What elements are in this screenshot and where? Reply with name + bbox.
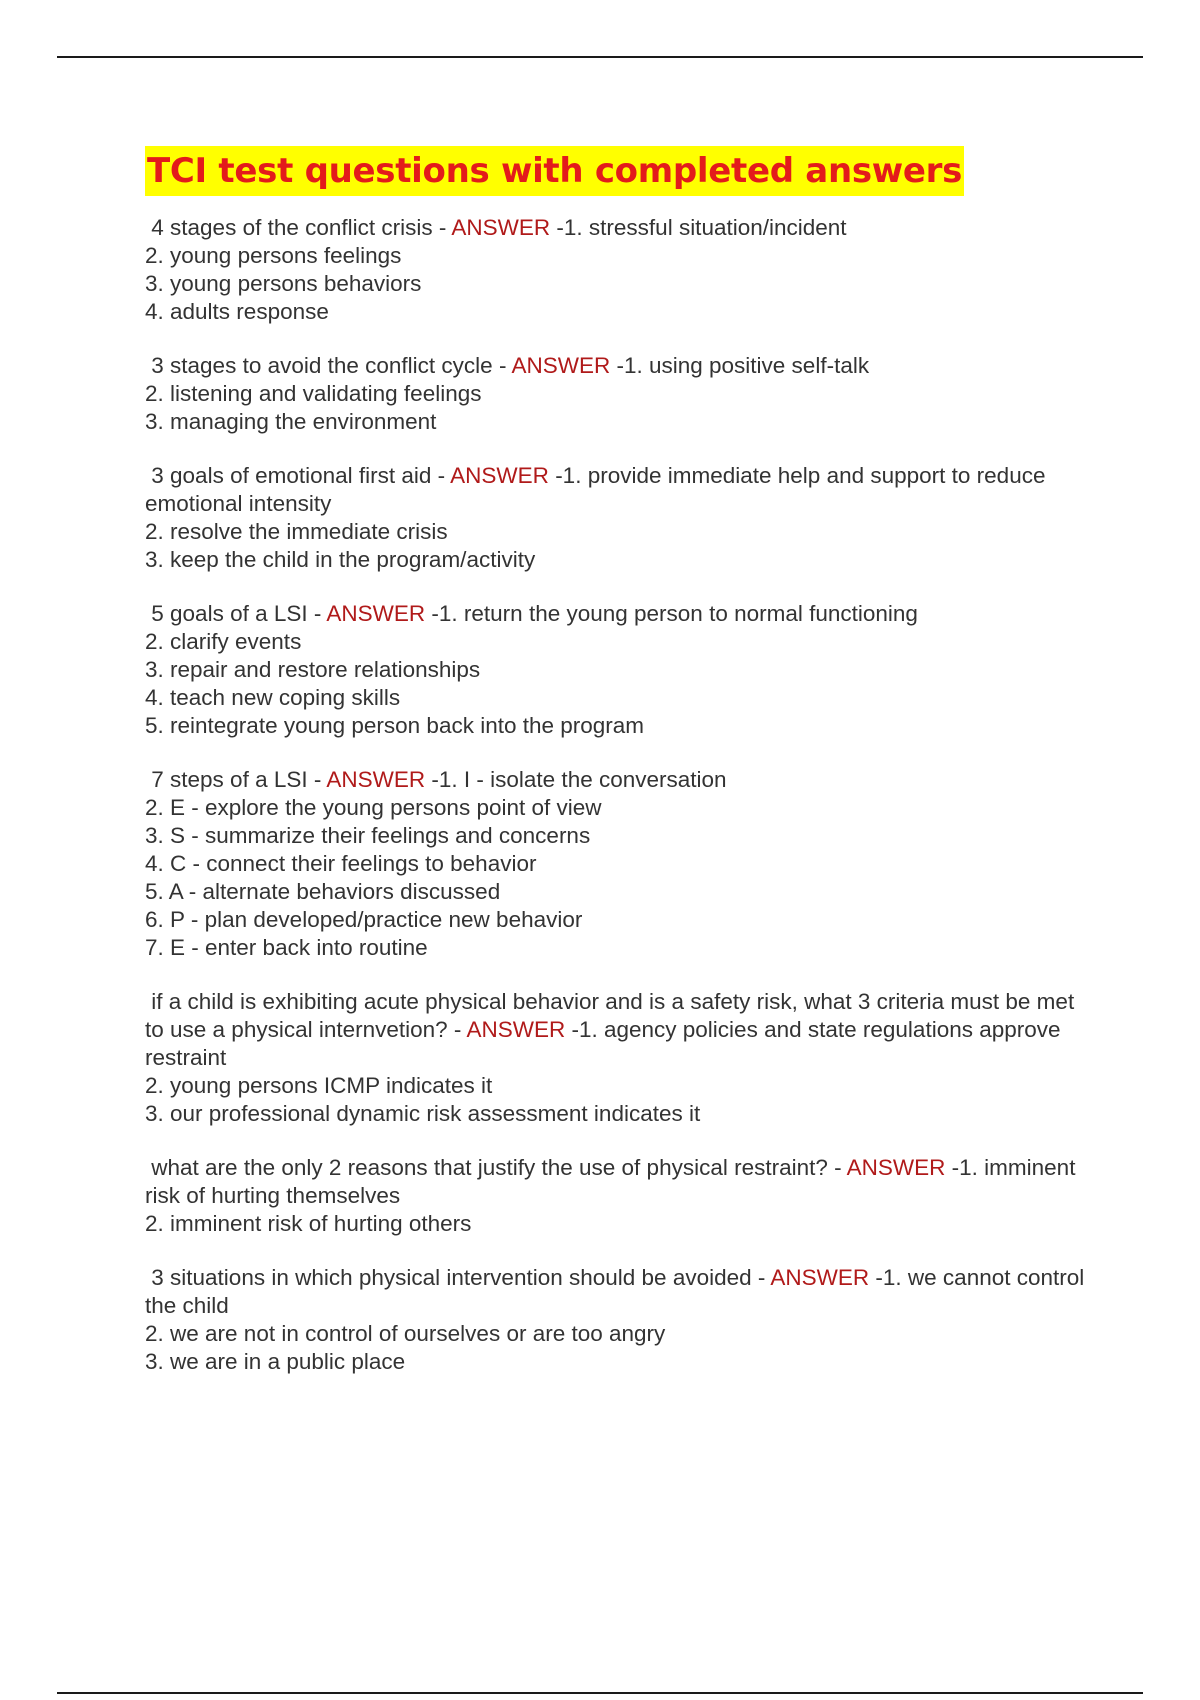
question-text: 5 goals of a LSI -: [145, 601, 327, 626]
answer-line: 3. our professional dynamic risk assessment indicates it: [145, 1101, 701, 1126]
question-text: if a child is exhibiting acute physical behavior and is a safety risk, what 3 criteria must be met to use a physical internvetion? -: [145, 989, 1081, 1042]
answer-line: 2. E - explore the young persons point of view: [145, 795, 602, 820]
answer-line: 6. P - plan developed/practice new behavior: [145, 907, 583, 932]
answer-line: 4. teach new coping skills: [145, 685, 401, 710]
question-text: 7 steps of a LSI -: [145, 767, 327, 792]
question-line: [145, 988, 1085, 1072]
bottom-rule: [57, 1692, 1143, 1694]
answer-line: 2. young persons feelings: [145, 243, 402, 268]
answer-first-line: -1. imminent risk of hurting themselves: [145, 1155, 1082, 1208]
answer-line: 3. young persons behaviors: [145, 271, 422, 296]
question-line: [145, 1154, 1085, 1210]
answer-line: 5. reintegrate young person back into the program: [145, 713, 645, 738]
qa-item: [145, 1154, 1085, 1238]
answer-first-line: -1. using positive self-talk: [610, 353, 870, 378]
answer-label: ANSWER: [846, 1155, 946, 1180]
answer-line: 2. imminent risk of hurting others: [145, 1211, 472, 1236]
answer-line: 3. we are in a public place: [145, 1349, 406, 1374]
answer-line: 2. listening and validating feelings: [145, 381, 482, 406]
answer-first-line: -1. I - isolate the conversation: [425, 767, 727, 792]
document-title: TCI test questions with completed answers: [145, 146, 964, 196]
question-line: [145, 766, 1085, 794]
question-text: 3 goals of emotional first aid -: [145, 463, 451, 488]
answer-line: 2. clarify events: [145, 629, 302, 654]
question-text: 3 stages to avoid the conflict cycle -: [145, 353, 512, 378]
qa-item: [145, 600, 1085, 740]
qa-item: [145, 988, 1085, 1128]
answer-line: 2. resolve the immediate crisis: [145, 519, 448, 544]
answer-label: ANSWER: [326, 767, 426, 792]
answer-line: 3. managing the environment: [145, 409, 437, 434]
answer-label: ANSWER: [450, 463, 549, 488]
answer-line: 3. repair and restore relationships: [145, 657, 481, 682]
question-line: [145, 214, 1085, 242]
question-line: [145, 1264, 1091, 1320]
answer-first-line: -1. stressful situation/incident: [550, 215, 847, 240]
top-rule: [57, 56, 1143, 58]
qa-item: [145, 352, 1085, 436]
answer-label: ANSWER: [466, 1017, 566, 1042]
answer-label: ANSWER: [326, 601, 426, 626]
qa-list: [145, 214, 1091, 1376]
qa-item: [145, 462, 1085, 574]
answer-line: 3. keep the child in the program/activity: [145, 547, 536, 572]
document-body: [145, 146, 1091, 1402]
qa-item: [145, 1264, 1091, 1376]
answer-line: 2. young persons ICMP indicates it: [145, 1073, 493, 1098]
answer-label: ANSWER: [511, 353, 611, 378]
answer-line: 3. S - summarize their feelings and concerns: [145, 823, 591, 848]
question-line: [145, 600, 1085, 628]
question-text: what are the only 2 reasons that justify the use of physical restraint? -: [145, 1155, 847, 1180]
answer-first-line: -1. return the young person to normal functioning: [425, 601, 918, 626]
answer-line: 7. E - enter back into routine: [145, 935, 428, 960]
answer-first-line: -1. we cannot control the child: [145, 1265, 1091, 1318]
answer-first-line: -1. provide immediate help and support to reduce emotional intensity: [145, 463, 1052, 516]
answer-line: 4. C - connect their feelings to behavior: [145, 851, 537, 876]
answer-label: ANSWER: [770, 1265, 870, 1290]
answer-line: 5. A - alternate behaviors discussed: [145, 879, 501, 904]
question-line: [145, 352, 1085, 380]
answer-label: ANSWER: [451, 215, 551, 240]
answer-first-line: -1. agency policies and state regulations approve restraint: [145, 1017, 1067, 1070]
question-text: 4 stages of the conflict crisis -: [145, 215, 452, 240]
qa-item: [145, 214, 1085, 326]
qa-item: [145, 766, 1085, 962]
answer-line: 2. we are not in control of ourselves or are too angry: [145, 1321, 666, 1346]
question-line: [145, 462, 1085, 518]
question-text: 3 situations in which physical intervention should be avoided -: [145, 1265, 771, 1290]
answer-line: 4. adults response: [145, 299, 329, 324]
